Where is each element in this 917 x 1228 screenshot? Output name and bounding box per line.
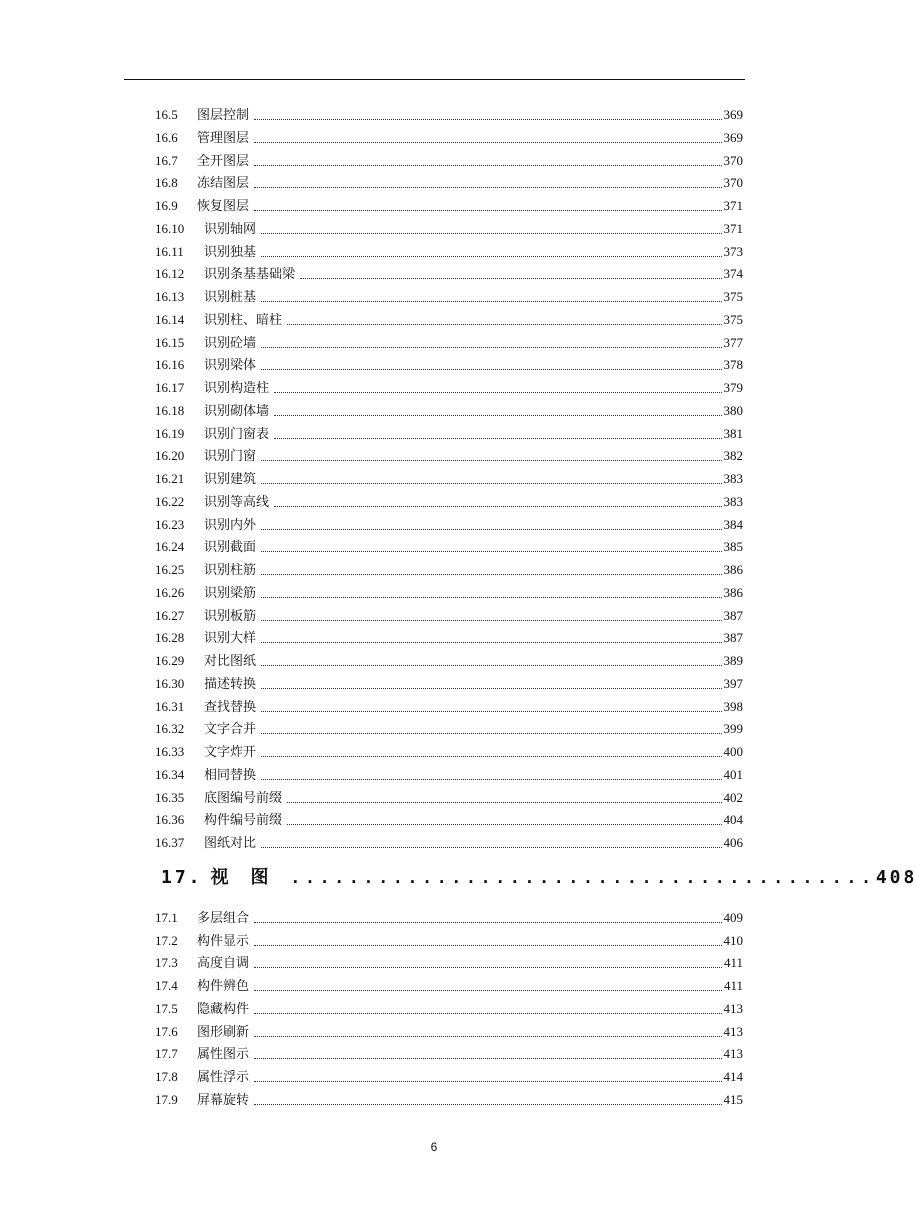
dot-leader — [254, 152, 721, 166]
entry-page: 386 — [723, 584, 743, 600]
toc-entry[interactable] — [155, 832, 743, 855]
entry-page: 389 — [723, 653, 743, 668]
dot-leader — [254, 1023, 721, 1037]
dot-leader — [254, 1045, 721, 1059]
toc-entry[interactable] — [155, 423, 743, 446]
entry-title: 识别内外 — [204, 516, 257, 532]
toc-entry[interactable] — [155, 741, 743, 764]
entry-number: 16.18 — [155, 402, 185, 418]
toc-entry[interactable] — [155, 332, 743, 355]
entry-page: 384 — [723, 516, 743, 532]
entry-page: 401 — [723, 766, 743, 782]
chapter-number: 17. — [161, 866, 203, 888]
entry-title: 识别独基 — [204, 243, 257, 259]
dot-leader — [261, 743, 721, 757]
toc-entry[interactable] — [155, 1066, 743, 1089]
entry-number: 16.34 — [155, 766, 185, 782]
entry-number: 16.17 — [155, 380, 185, 395]
dot-leader — [254, 106, 721, 120]
entry-title: 识别砼墙 — [204, 334, 257, 350]
entry-title: 识别梁筋 — [204, 584, 257, 600]
entry-number: 16.12 — [155, 266, 185, 282]
dot-leader — [261, 334, 721, 348]
toc-entry[interactable] — [155, 673, 743, 696]
toc-entry[interactable] — [155, 1089, 743, 1112]
dot-leader — [254, 197, 721, 211]
section-17-list — [155, 907, 743, 1112]
toc-entry[interactable] — [155, 150, 743, 173]
toc-entry[interactable] — [155, 286, 743, 309]
page-number: 6 — [430, 1140, 438, 1154]
entry-page: 400 — [723, 744, 743, 759]
entry-number: 16.27 — [155, 607, 185, 623]
toc-entry[interactable] — [155, 218, 743, 241]
entry-number: 16.23 — [155, 516, 185, 532]
entry-title: 图层控制 — [197, 107, 250, 122]
entry-page: 402 — [723, 789, 743, 805]
entry-number: 16.37 — [155, 835, 185, 850]
entry-page: 385 — [723, 539, 743, 555]
entry-title: 图纸对比 — [204, 835, 257, 850]
entry-title: 多层组合 — [197, 909, 250, 925]
entry-number: 16.20 — [155, 448, 185, 464]
entry-title: 识别桩基 — [204, 289, 257, 304]
entry-number: 16.15 — [155, 334, 185, 350]
toc-entry[interactable] — [155, 263, 743, 286]
entry-number: 17.5 — [155, 1000, 178, 1016]
chapter-page: 408 — [875, 866, 917, 888]
entry-number: 16.31 — [155, 698, 185, 714]
chapter-leader: ........................................ — [290, 867, 876, 887]
entry-number: 16.30 — [155, 675, 185, 691]
entry-page: 379 — [723, 380, 743, 395]
entry-title: 文字合并 — [204, 721, 257, 737]
dot-leader — [261, 516, 721, 530]
entry-page: 411 — [723, 978, 743, 993]
header-rule — [124, 79, 745, 80]
entry-title: 全开图层 — [197, 152, 250, 168]
dot-leader — [274, 425, 721, 439]
dot-leader — [261, 698, 721, 712]
entry-number: 16.8 — [155, 175, 178, 191]
toc-entry[interactable] — [155, 309, 743, 332]
toc-entry[interactable] — [155, 172, 743, 195]
entry-title: 屏幕旋转 — [197, 1091, 250, 1107]
entry-number: 17.2 — [155, 932, 178, 948]
entry-number: 16.7 — [155, 152, 178, 168]
entry-number: 16.35 — [155, 789, 185, 805]
entry-title: 恢复图层 — [197, 198, 250, 213]
entry-title: 管理图层 — [197, 129, 250, 145]
entry-title: 构件辨色 — [197, 978, 250, 993]
entry-number: 17.1 — [155, 909, 178, 925]
toc-entry[interactable] — [155, 536, 743, 559]
toc-entry[interactable] — [155, 952, 743, 975]
entry-page: 380 — [723, 402, 743, 418]
entry-page: 397 — [723, 675, 743, 691]
entry-page: 373 — [723, 243, 743, 259]
toc-entry[interactable] — [155, 764, 743, 787]
toc-entry[interactable] — [155, 975, 743, 998]
entry-title: 识别等高线 — [204, 493, 270, 509]
entry-number: 16.28 — [155, 630, 185, 646]
entry-title: 底图编号前缀 — [204, 789, 283, 805]
dot-leader — [261, 561, 721, 575]
entry-page: 413 — [723, 1046, 743, 1062]
entry-number: 17.6 — [155, 1023, 178, 1039]
entry-number: 16.33 — [155, 744, 185, 759]
entry-title: 冻结图层 — [197, 175, 250, 191]
dot-leader — [254, 129, 721, 143]
toc-entry[interactable] — [155, 445, 743, 468]
dot-leader — [261, 538, 721, 552]
entry-title: 识别构造柱 — [204, 380, 270, 395]
entry-number: 17.3 — [155, 955, 178, 971]
entry-page: 383 — [723, 471, 743, 486]
entry-number: 16.10 — [155, 220, 185, 236]
entry-title: 相同替换 — [204, 766, 257, 782]
entry-page: 369 — [723, 129, 743, 145]
entry-title: 高度自调 — [197, 955, 250, 971]
entry-page: 387 — [723, 630, 743, 646]
entry-number: 16.36 — [155, 812, 185, 828]
entry-page: 369 — [723, 107, 743, 122]
entry-page: 387 — [723, 607, 743, 623]
toc-entry[interactable] — [155, 241, 743, 264]
entry-number: 16.24 — [155, 539, 185, 555]
entry-number: 17.7 — [155, 1046, 178, 1062]
dot-leader — [287, 311, 721, 325]
entry-page: 413 — [723, 1000, 743, 1016]
dot-leader — [254, 1068, 721, 1082]
toc-entry[interactable] — [155, 907, 743, 930]
entry-number: 16.19 — [155, 425, 185, 441]
toc-entry[interactable] — [155, 582, 743, 605]
entry-page: 378 — [723, 357, 743, 373]
entry-title: 描述转换 — [204, 675, 257, 691]
dot-leader — [274, 493, 721, 507]
toc-entry[interactable] — [155, 514, 743, 537]
dot-leader — [254, 909, 721, 923]
toc-entry[interactable] — [155, 718, 743, 741]
entry-title: 识别柱、暗柱 — [204, 311, 283, 327]
dot-leader — [254, 1091, 721, 1105]
entry-page: 374 — [723, 266, 743, 282]
toc-entry[interactable] — [155, 998, 743, 1021]
entry-page: 371 — [723, 220, 743, 236]
entry-title: 对比图纸 — [204, 653, 257, 668]
dot-leader — [261, 652, 721, 666]
table-of-contents — [155, 104, 917, 1112]
entry-title: 识别门窗表 — [204, 425, 270, 441]
dot-leader — [261, 447, 721, 461]
entry-title: 构件编号前缀 — [204, 812, 283, 828]
entry-page: 399 — [723, 721, 743, 737]
entry-page: 410 — [723, 932, 743, 948]
dot-leader — [254, 1000, 721, 1014]
entry-page: 411 — [723, 955, 743, 971]
entry-title: 识别轴网 — [204, 220, 257, 236]
chapter-title: 视图 — [210, 866, 291, 888]
dot-leader — [261, 220, 721, 234]
dot-leader — [274, 402, 721, 416]
entry-title: 识别条基基础梁 — [204, 266, 296, 282]
entry-page: 409 — [723, 909, 743, 925]
entry-title: 查找替换 — [204, 698, 257, 714]
chapter-17-heading[interactable] — [155, 855, 917, 907]
entry-title: 图形刷新 — [197, 1023, 250, 1039]
entry-number: 16.26 — [155, 584, 185, 600]
entry-number: 16.21 — [155, 471, 185, 486]
entry-title: 识别砌体墙 — [204, 402, 270, 418]
entry-page: 398 — [723, 698, 743, 714]
entry-title: 隐藏构件 — [197, 1000, 250, 1016]
entry-number: 17.8 — [155, 1069, 178, 1084]
dot-leader — [261, 243, 721, 257]
entry-title: 识别门窗 — [204, 448, 257, 464]
entry-title: 构件显示 — [197, 932, 250, 948]
toc-entry[interactable] — [155, 377, 743, 400]
entry-title: 识别截面 — [204, 539, 257, 555]
dot-leader — [261, 584, 721, 598]
toc-entry[interactable] — [155, 195, 743, 218]
toc-entry[interactable] — [155, 605, 743, 628]
entry-title: 属性图示 — [197, 1046, 250, 1062]
entry-number: 16.22 — [155, 493, 185, 509]
section-16-list — [155, 104, 743, 855]
entry-number: 16.11 — [155, 243, 184, 259]
toc-entry[interactable] — [155, 787, 743, 810]
dot-leader — [274, 379, 721, 393]
dot-leader — [261, 629, 721, 643]
entry-page: 370 — [723, 152, 743, 168]
toc-entry[interactable] — [155, 1043, 743, 1066]
dot-leader — [254, 174, 721, 188]
entry-title: 文字炸开 — [204, 744, 257, 759]
dot-leader — [287, 789, 721, 803]
entry-number: 16.6 — [155, 129, 178, 145]
dot-leader — [261, 470, 721, 484]
entry-page: 382 — [723, 448, 743, 464]
toc-entry[interactable] — [155, 400, 743, 423]
entry-number: 16.14 — [155, 311, 185, 327]
entry-number: 17.4 — [155, 978, 178, 993]
entry-number: 16.16 — [155, 357, 185, 373]
dot-leader — [287, 811, 721, 825]
dot-leader — [261, 288, 721, 302]
entry-number: 16.25 — [155, 562, 185, 577]
dot-leader — [261, 356, 721, 370]
entry-title: 识别梁体 — [204, 357, 257, 373]
entry-title: 识别柱筋 — [204, 562, 257, 577]
toc-entry[interactable] — [155, 468, 743, 491]
entry-title: 识别板筋 — [204, 607, 257, 623]
entry-page: 371 — [723, 198, 743, 213]
dot-leader — [261, 834, 721, 848]
entry-page: 370 — [723, 175, 743, 191]
toc-entry[interactable] — [155, 559, 743, 582]
dot-leader — [300, 265, 721, 279]
toc-entry[interactable] — [155, 627, 743, 650]
entry-number: 16.9 — [155, 198, 178, 213]
toc-entry[interactable] — [155, 696, 743, 719]
entry-number: 16.5 — [155, 107, 178, 122]
toc-entry[interactable] — [155, 650, 743, 673]
dot-leader — [254, 977, 722, 991]
toc-entry[interactable] — [155, 104, 743, 127]
toc-entry[interactable] — [155, 127, 743, 150]
entry-title: 识别建筑 — [204, 471, 257, 486]
toc-entry[interactable] — [155, 809, 743, 832]
dot-leader — [261, 720, 721, 734]
entry-page: 414 — [723, 1069, 743, 1084]
entry-page: 404 — [723, 812, 743, 828]
entry-page: 413 — [723, 1023, 743, 1039]
dot-leader — [261, 675, 721, 689]
entry-page: 386 — [723, 562, 743, 577]
entry-number: 17.9 — [155, 1091, 178, 1107]
entry-page: 383 — [723, 493, 743, 509]
toc-entry[interactable] — [155, 930, 743, 953]
toc-entry[interactable] — [155, 1021, 743, 1044]
toc-entry[interactable] — [155, 354, 743, 377]
entry-page: 415 — [723, 1091, 743, 1107]
dot-leader — [261, 607, 721, 621]
entry-title: 识别大样 — [204, 630, 257, 646]
toc-entry[interactable] — [155, 491, 743, 514]
entry-number: 16.13 — [155, 289, 185, 304]
dot-leader — [254, 954, 722, 968]
entry-page: 377 — [723, 334, 743, 350]
entry-page: 381 — [723, 425, 743, 441]
entry-title: 属性浮示 — [197, 1069, 250, 1084]
entry-number: 16.29 — [155, 653, 185, 668]
entry-number: 16.32 — [155, 721, 185, 737]
dot-leader — [261, 766, 721, 780]
entry-page: 375 — [723, 311, 743, 327]
entry-page: 406 — [723, 835, 743, 850]
dot-leader — [254, 932, 721, 946]
entry-page: 375 — [723, 289, 743, 304]
